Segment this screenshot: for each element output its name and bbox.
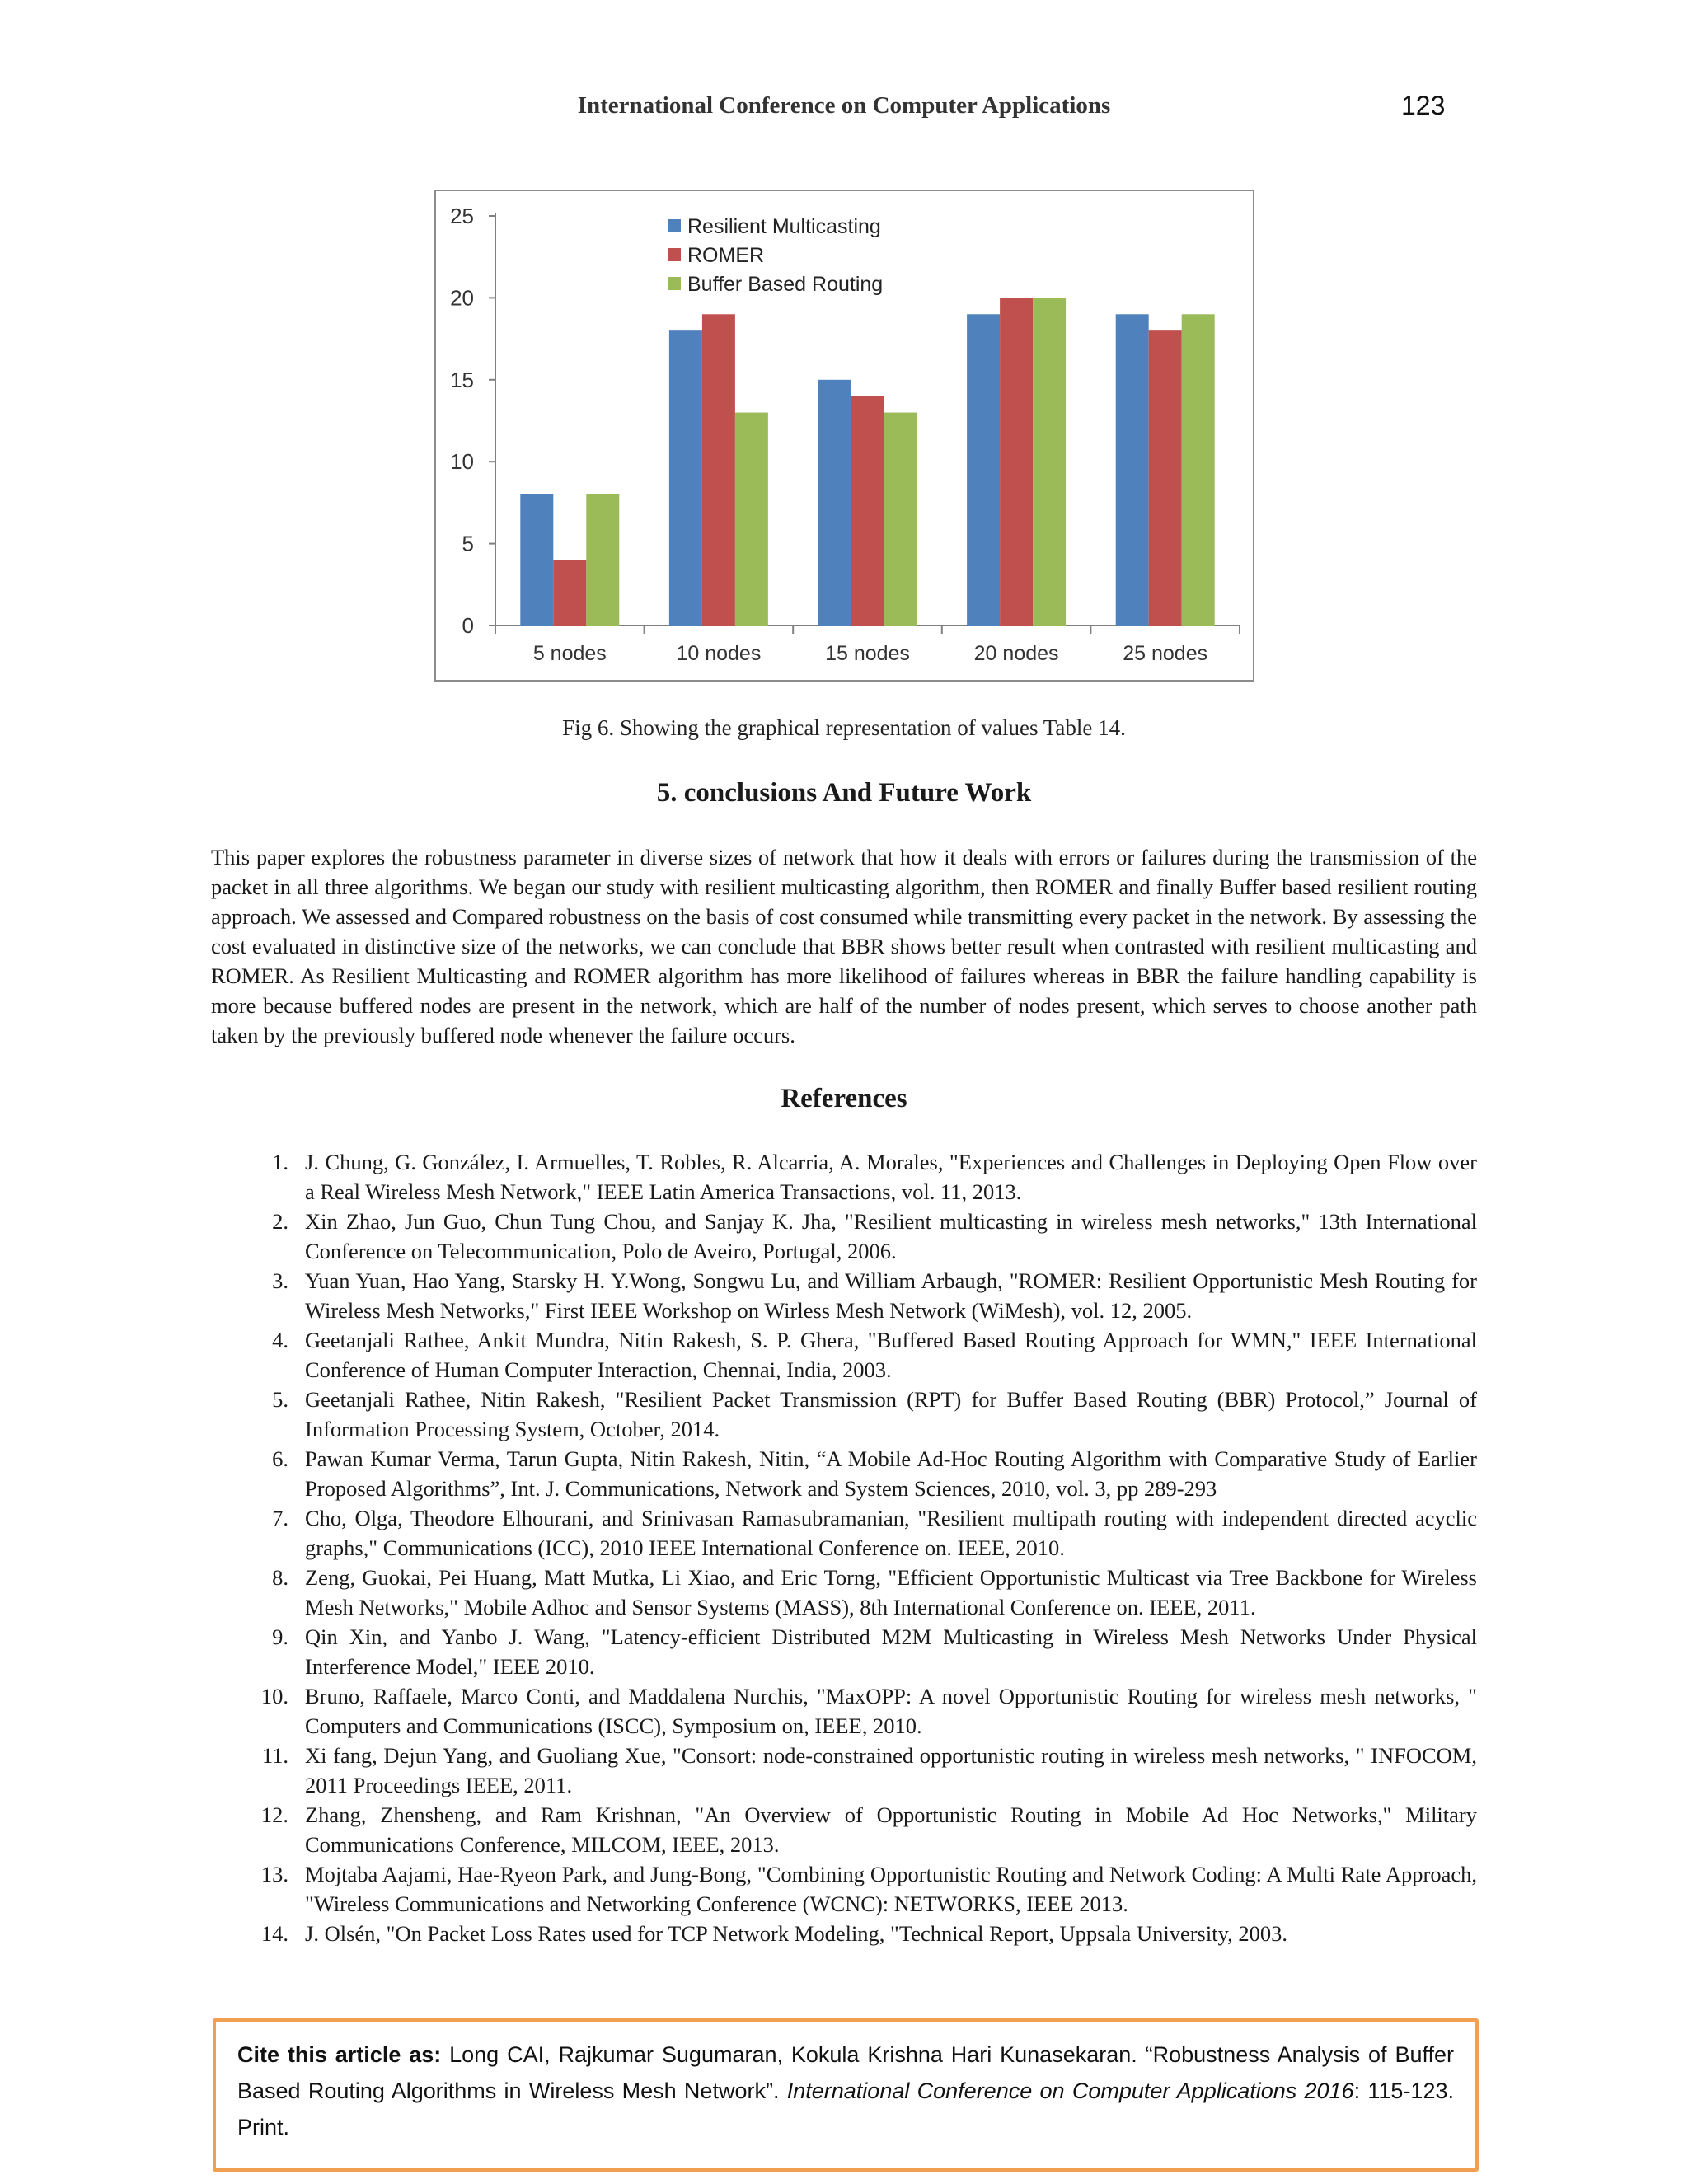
reference-item <box>247 1919 1477 1948</box>
bar <box>967 314 1000 626</box>
reference-text: Mojtaba Aajami, Hae-Ryeon Park, and Jung-Bong, "Combining Opportunistic Routing and Network Coding: A Multi Rate Approach, "Wireless Communications and Networking Conference (WCNC): NETWORKS, IEEE 2013. <box>305 1862 1477 1916</box>
reference-number: 5. <box>272 1387 288 1412</box>
bar-chart <box>436 191 1253 680</box>
y-tick-label: 0 <box>462 613 474 638</box>
y-tick-label: 25 <box>450 204 474 228</box>
reference-text: Xi fang, Dejun Yang, and Guoliang Xue, "Consort: node-constrained opportunistic routing in wireless mesh networks, " INFOCOM, 2011 Proceedings IEEE, 2011. <box>305 1743 1477 1797</box>
bar <box>553 560 586 626</box>
legend-swatch <box>668 277 681 290</box>
page-number: 123 <box>1401 91 1446 120</box>
reference-item <box>247 1681 1477 1741</box>
bar <box>1182 314 1215 626</box>
reference-text: Geetanjali Rathee, Nitin Rakesh, "Resilient Packet Transmission (RPT) for Buffer Based Routing (BBR) Protocol,” Journal of Information Processing System, October, 2014. <box>305 1387 1477 1441</box>
reference-number: 12. <box>260 1802 288 1827</box>
bar <box>884 413 917 626</box>
reference-text: Cho, Olga, Theodore Elhourani, and Srinivasan Ramasubramanian, "Resilient multipath routing with independent directed acyclic graphs," Communications (ICC), 2010 IEEE International Conference on. IEEE, 2010. <box>305 1506 1477 1560</box>
reference-number: 4. <box>272 1328 288 1352</box>
citation-pages: : 115-123. Print. <box>237 2079 1454 2139</box>
reference-number: 10. <box>260 1684 288 1708</box>
citation-venue: International Conference on Computer Applications 2016 <box>786 2079 1354 2103</box>
reference-item <box>247 1325 1477 1385</box>
reference-item <box>247 1503 1477 1563</box>
reference-text: J. Olsén, "On Packet Loss Rates used for TCP Network Modeling, "Technical Report, Uppsala University, 2003. <box>305 1921 1287 1946</box>
x-tick-label: 15 nodes <box>825 642 910 665</box>
conclusion-paragraph: This paper explores the robustness parameter in diverse sizes of network that how it deals with errors or failures during the transmission of the packet in all three algorithms. We began our study with resilient multicasting algorithm, then ROMER and finally Buffer based resilient routing approach. We assessed and Compared robustness on the basis of cost consumed while transmitting every packet in the network. By assessing the cost evaluated in distinctive size of the networks, we can conclude that BBR shows better result when contrasted with resilient multicasting and ROMER. As Resilient Multicasting and ROMER algorithm has more likelihood of failures whereas in BBR the failure handling capability is more because buffered nodes are present in the network, which are half of the number of nodes present, which serves to choose another path taken by the previously buffered node whenever the failure occurs. <box>211 845 1477 1047</box>
y-tick-label: 15 <box>450 367 474 392</box>
reference-text: Xin Zhao, Jun Guo, Chun Tung Chou, and Sanjay K. Jha, "Resilient multicasting in wireless mesh networks," 13th International Conference on Telecommunication, Polo de Aveiro, Portugal, 2006. <box>305 1209 1477 1263</box>
bar <box>586 494 619 626</box>
figure-caption: Fig 6. Showing the graphical representation of values Table 14. <box>562 715 1126 740</box>
reference-number: 14. <box>260 1921 288 1946</box>
reference-number: 9. <box>272 1624 288 1649</box>
y-tick-label: 10 <box>450 449 474 475</box>
reference-item <box>247 1207 1477 1266</box>
y-tick-label: 5 <box>462 531 474 556</box>
x-tick-label: 5 nodes <box>532 642 607 665</box>
reference-number: 11. <box>261 1743 288 1768</box>
bar <box>1000 298 1033 626</box>
reference-item <box>247 1622 1477 1681</box>
citation-authors: Long CAI, Rajkumar Sugumaran, Kokula Krishna Hari Kunasekaran. “Robustness Analysis of Buffer Based Routing Algorithms in Wireless Mesh Network”. <box>237 2042 1454 2103</box>
citation-label: Cite this article as: <box>237 2042 442 2067</box>
reference-number: 1. <box>272 1150 288 1174</box>
reference-text: Qin Xin, and Yanbo J. Wang, "Latency-efficient Distributed M2M Multicasting in Wireless Mesh Networks Under Physical Interference Model," IEEE 2010. <box>305 1624 1477 1679</box>
reference-item <box>247 1563 1477 1622</box>
bar <box>1149 330 1182 626</box>
bar <box>669 330 702 626</box>
references-list <box>247 1147 1477 1948</box>
y-tick-label: 20 <box>450 285 474 311</box>
legend-label: ROMER <box>687 244 765 267</box>
bar <box>520 494 553 626</box>
reference-item <box>247 1859 1477 1919</box>
reference-number: 13. <box>260 1862 288 1886</box>
bar <box>735 413 768 626</box>
reference-number: 6. <box>272 1446 288 1471</box>
citation-box <box>213 2018 1479 2172</box>
bar-chart-figure <box>434 190 1254 682</box>
legend-swatch <box>668 219 681 232</box>
reference-text: Zhang, Zhensheng, and Ram Krishnan, "An Overview of Opportunistic Routing in Mobile Ad Hoc Networks," Military Communications Conference, MILCOM, IEEE, 2013. <box>305 1802 1477 1857</box>
legend-label: Buffer Based Routing <box>687 273 884 296</box>
reference-number: 8. <box>272 1565 288 1590</box>
reference-text: Pawan Kumar Verma, Tarun Gupta, Nitin Rakesh, Nitin, “A Mobile Ad-Hoc Routing Algorithm with Comparative Study of Earlier Proposed Algorithms”, Int. J. Communications, Network and System Sciences, 2010, vol. 3, pp 289-293 <box>305 1446 1477 1501</box>
running-header-title: International Conference on Computer Applications <box>577 92 1111 119</box>
references-heading: References <box>781 1084 907 1113</box>
reference-number: 3. <box>272 1268 288 1293</box>
reference-number: 2. <box>272 1209 288 1234</box>
bar <box>1116 314 1149 626</box>
legend-label: Resilient Multicasting <box>687 215 881 238</box>
reference-text: Yuan Yuan, Hao Yang, Starsky H. Y.Wong, Songwu Lu, and William Arbaugh, "ROMER: Resilient Opportunistic Mesh Routing for Wireless Mesh Networks," First IEEE Workshop on Wirless Mesh Network (WiMesh), vol. 12, 2005. <box>305 1268 1477 1323</box>
x-tick-label: 10 nodes <box>676 642 762 665</box>
x-tick-label: 20 nodes <box>973 642 1059 665</box>
reference-item <box>247 1147 1477 1207</box>
reference-item <box>247 1741 1477 1800</box>
bar <box>702 314 735 626</box>
section-heading: 5. conclusions And Future Work <box>656 778 1032 808</box>
reference-text: J. Chung, G. González, I. Armuelles, T. Robles, R. Alcarria, A. Morales, "Experiences and Challenges in Deploying Open Flow over a Real Wireless Mesh Network," IEEE Latin America Transactions, vol. 11, 2013. <box>305 1150 1477 1204</box>
bar <box>1033 298 1066 626</box>
reference-text: Geetanjali Rathee, Ankit Mundra, Nitin Rakesh, S. P. Ghera, "Buffered Based Routing Approach for WMN," IEEE International Conference of Human Computer Interaction, Chennai, India, 2003. <box>305 1328 1477 1382</box>
reference-text: Bruno, Raffaele, Marco Conti, and Maddalena Nurchis, "MaxOPP: A novel Opportunistic Routing for wireless mesh networks, " Computers and Communications (ISCC), Symposium on, IEEE, 2010. <box>305 1684 1477 1738</box>
reference-item <box>247 1266 1477 1325</box>
reference-text: Zeng, Guokai, Pei Huang, Matt Mutka, Li Xiao, and Eric Torng, "Efficient Opportunistic Multicast via Tree Backbone for Wireless Mesh Networks," Mobile Adhoc and Sensor Systems (MASS), 8th International Conference on. IEEE, 2011. <box>305 1565 1477 1619</box>
bar <box>818 380 851 626</box>
reference-item <box>247 1385 1477 1444</box>
legend-swatch <box>668 248 681 261</box>
reference-number: 7. <box>272 1506 288 1530</box>
reference-item <box>247 1444 1477 1503</box>
reference-item <box>247 1800 1477 1859</box>
bar <box>851 396 884 626</box>
x-tick-label: 25 nodes <box>1123 642 1208 665</box>
